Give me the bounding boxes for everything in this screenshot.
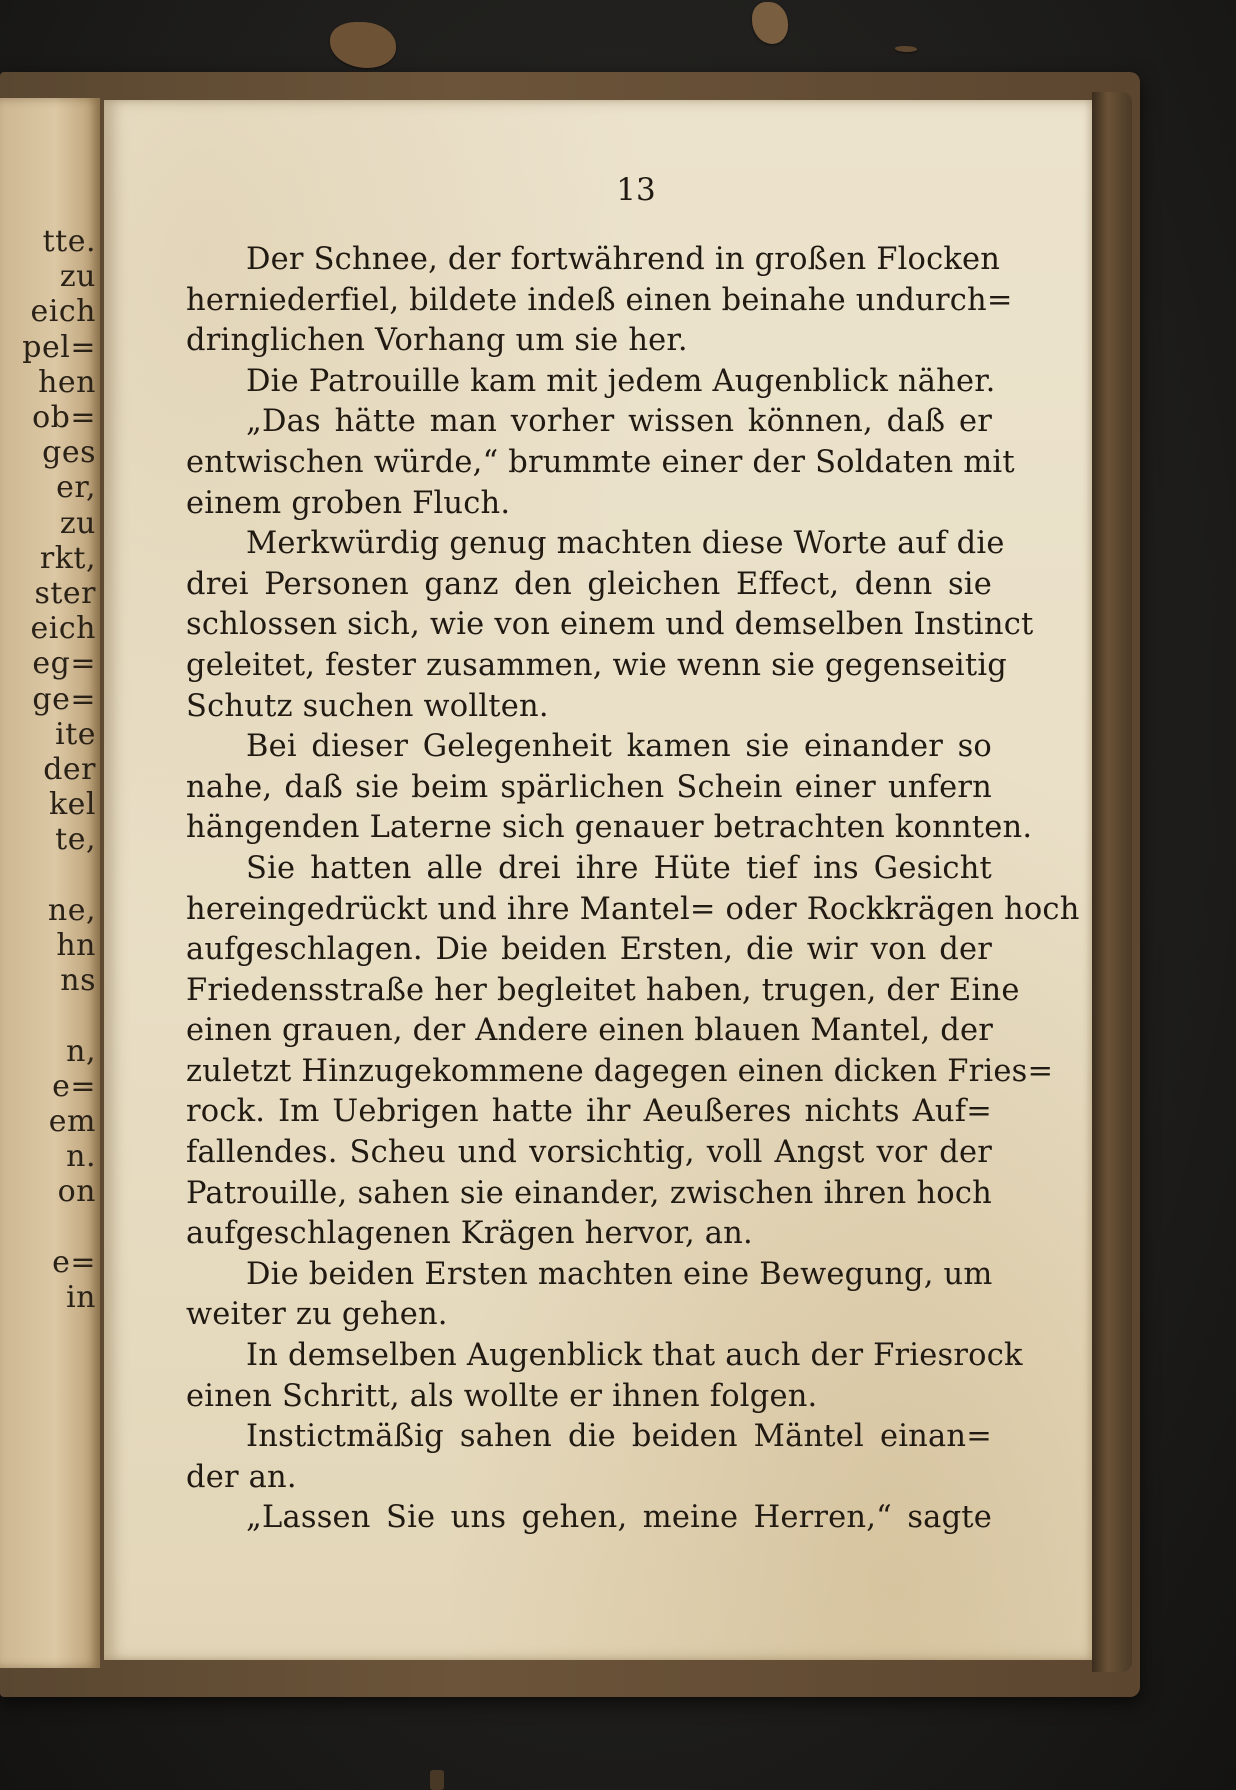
text-line: Sie hatten alle drei ihre Hüte tief ins Gesicht bbox=[246, 850, 992, 886]
previous-page-line-fragment: eg= bbox=[32, 646, 96, 682]
text-line: dringlichen Vorhang um sie her. bbox=[186, 323, 688, 359]
previous-page-line-fragment: ns bbox=[60, 963, 96, 999]
text-line: Der Schnee, der fortwährend in großen Flocken bbox=[246, 242, 1001, 277]
previous-page-line-fragment: kel bbox=[48, 787, 96, 823]
previous-page-line-fragment: te, bbox=[55, 822, 96, 858]
text-line: Schutz suchen wollten. bbox=[186, 688, 549, 724]
text-line: aufgeschlagen. Die beiden Ersten, die wir von der bbox=[186, 932, 992, 968]
text-line: Merkwürdig genug machten diese Worte auf die bbox=[246, 526, 1005, 562]
text-line: „Lassen Sie uns gehen, meine Herren,“ sagte bbox=[246, 1500, 992, 1536]
text-line: Patrouille, sahen sie einander, zwischen ihren hoch bbox=[186, 1175, 992, 1211]
previous-page-line-fragment: e= bbox=[52, 1068, 96, 1104]
text-line: einem groben Fluch. bbox=[186, 485, 511, 521]
previous-page-line-fragment: zu bbox=[59, 259, 96, 295]
text-line: Die Patrouille kam mit jedem Augenblick näher. bbox=[246, 363, 996, 399]
text-line: einen grauen, der Andere einen blauen Mantel, der bbox=[186, 1013, 994, 1049]
paper-debris bbox=[895, 46, 917, 52]
previous-page-line-fragment: tte. bbox=[42, 224, 96, 259]
text-line: Friedensstraße her begleitet haben, trugen, der Eine bbox=[186, 972, 1020, 1008]
paper-debris bbox=[752, 2, 788, 44]
text-line: fallendes. Scheu und vorsichtig, voll Angst vor der bbox=[186, 1135, 992, 1171]
text-line: nahe, daß sie beim spärlichen Schein einer unfern bbox=[186, 769, 992, 805]
text-line: aufgeschlagenen Krägen hervor, an. bbox=[186, 1216, 753, 1252]
previous-page-line-fragment: n. bbox=[66, 1139, 96, 1175]
previous-page-line-fragment: ges bbox=[42, 435, 96, 471]
previous-page-line-fragment: e= bbox=[52, 1244, 96, 1280]
previous-page-line-fragment: ite bbox=[55, 716, 96, 752]
previous-page-line-fragment: ob= bbox=[32, 400, 96, 435]
text-line: geleitet, fester zusammen, wie wenn sie gegenseitig bbox=[186, 647, 1008, 683]
previous-page-line-fragment: pel= bbox=[22, 329, 96, 365]
text-line: zuletzt Hinzugekommene dagegen einen dicken Fries= bbox=[186, 1053, 1054, 1089]
text-line: rock. Im Uebrigen hatte ihr Aeußeres nichts Auf= bbox=[186, 1094, 992, 1130]
previous-page-edge bbox=[0, 98, 100, 1668]
previous-page-line-fragment: er, bbox=[56, 470, 96, 506]
text-line: drei Personen ganz den gleichen Effect, denn sie bbox=[186, 566, 992, 602]
text-line: hängenden Laterne sich genauer betrachten konnten. bbox=[186, 810, 1033, 846]
text-line: schlossen sich, wie von einem und demselben Instinct bbox=[186, 607, 1034, 643]
text-line: „Das hätte man vorher wissen können, daß er bbox=[246, 404, 992, 440]
previous-page-line-fragment: n, bbox=[66, 1033, 96, 1069]
text-line: hereingedrückt und ihre Mantel= oder Rockkrägen hoch bbox=[186, 891, 1080, 927]
text-line: In demselben Augenblick that auch der Friesrock bbox=[246, 1338, 1023, 1374]
book-page bbox=[104, 100, 1092, 1660]
page-number: 13 bbox=[616, 172, 656, 208]
text-line: weiter zu gehen. bbox=[186, 1297, 448, 1333]
text-line: der an. bbox=[186, 1459, 297, 1495]
previous-page-line-fragment: hn bbox=[56, 928, 96, 963]
book-cover-edge bbox=[1092, 92, 1132, 1672]
previous-page-line-fragment: zu bbox=[59, 505, 96, 541]
paper-debris bbox=[330, 22, 396, 68]
text-line: einen Schritt, als wollte er ihnen folgen. bbox=[186, 1378, 818, 1414]
page-text bbox=[186, 240, 1080, 1539]
text-line: Instictmäßig sahen die beiden Mäntel einan= bbox=[246, 1419, 992, 1455]
previous-page-line-fragment: rkt, bbox=[39, 540, 96, 576]
previous-page-line-fragment: der bbox=[43, 752, 96, 787]
text-line: Bei dieser Gelegenheit kamen sie einander so bbox=[246, 729, 992, 765]
previous-page-line-fragment: ne, bbox=[47, 892, 96, 928]
previous-page-line-fragment: eich bbox=[30, 611, 96, 647]
previous-page-line-fragment: hen bbox=[38, 364, 96, 400]
previous-page-line-fragment: on bbox=[57, 1174, 96, 1210]
text-line: Die beiden Ersten machten eine Bewegung, um bbox=[246, 1256, 993, 1292]
text-line: herniederfiel, bildete indeß einen beinahe undurch= bbox=[186, 282, 1013, 318]
previous-page-line-fragment: em bbox=[48, 1104, 96, 1139]
previous-page-line-fragment: eich bbox=[30, 294, 96, 330]
previous-page-line-fragment: ster bbox=[34, 576, 96, 611]
previous-page-line-fragment: in bbox=[66, 1280, 96, 1315]
book-clasp bbox=[430, 1770, 444, 1790]
text-line: entwischen würde,“ brummte einer der Soldaten mit bbox=[186, 444, 1015, 480]
previous-page-line-fragment: ge= bbox=[32, 681, 96, 717]
